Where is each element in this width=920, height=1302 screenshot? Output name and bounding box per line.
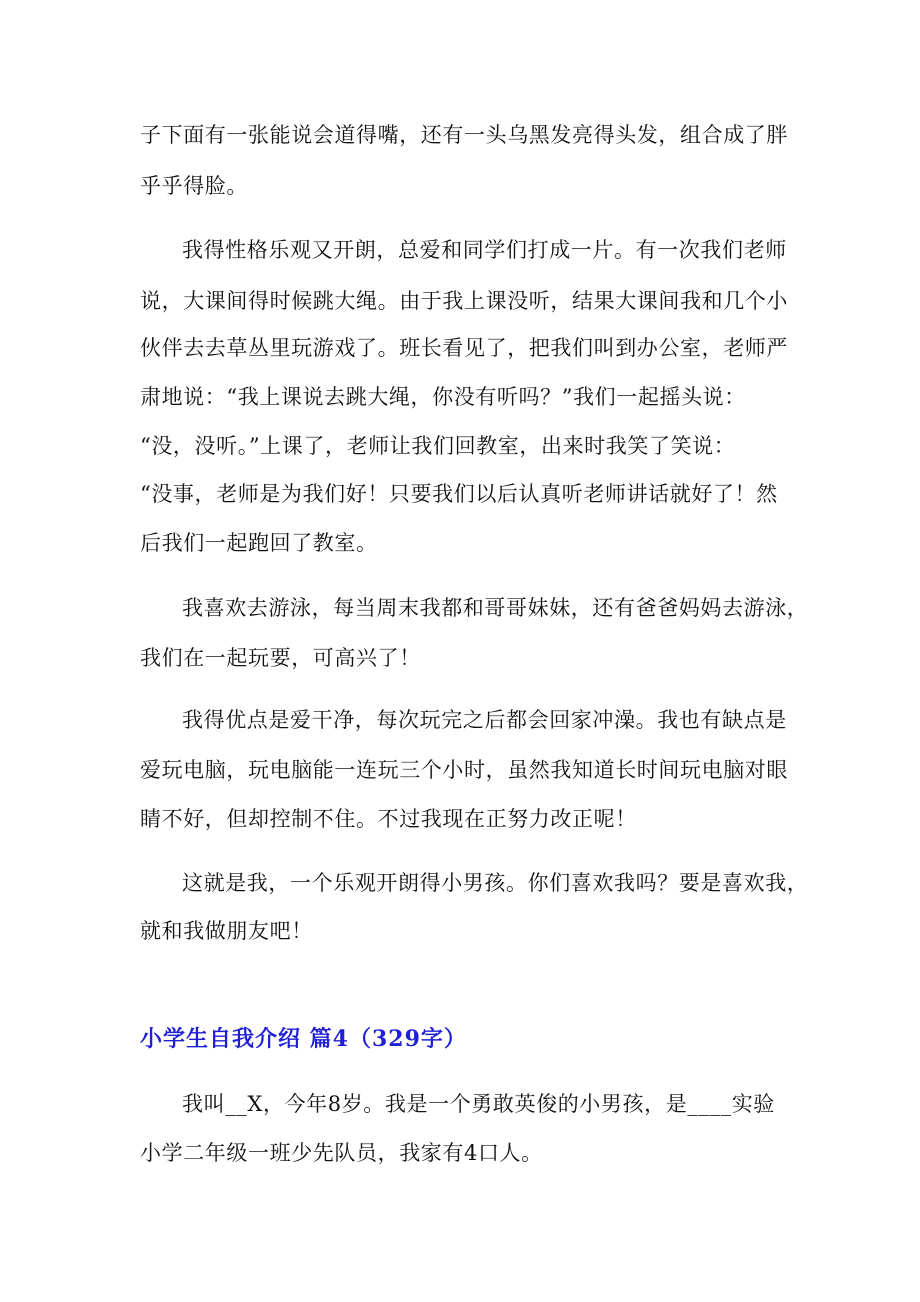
paragraph-line: 我叫__X，今年8岁。我是一个勇敢英俊的小男孩，是____实验 xyxy=(182,1092,775,1116)
paragraph-line: “没，没听。”上课了，老师让我们回教室，出来时我笑了笑说： xyxy=(140,434,736,458)
paragraph-line: 我得性格乐观又开朗，总爱和同学们打成一片。有一次我们老师 xyxy=(182,238,787,262)
section-heading: 小学生自我介绍 篇4（329字） xyxy=(140,1026,467,1052)
paragraph-line: “没事，老师是为我们好！只要我们以后认真听老师讲话就好了！然 xyxy=(140,482,778,506)
paragraph-line: 这就是我，一个乐观开朗得小男孩。你们喜欢我吗？要是喜欢我， xyxy=(182,871,809,895)
paragraph-line: 我得优点是爱干净，每次玩完之后都会回家冲澡。我也有缺点是 xyxy=(182,708,787,732)
paragraph-line: 睛不好，但却控制不住。不过我现在正努力改正呢！ xyxy=(140,807,637,831)
paragraph-line: 后我们一起跑回了教室。 xyxy=(140,531,378,555)
paragraph-line: 爱玩电脑，玩电脑能一连玩三个小时，虽然我知道长时间玩电脑对眼 xyxy=(140,758,788,782)
paragraph-line: 肃地说：“我上课说去跳大绳，你没有听吗？”我们一起摇头说： xyxy=(140,385,746,409)
paragraph-line: 我们在一起玩要，可高兴了！ xyxy=(140,646,421,670)
paragraph-line: 乎乎得脸。 xyxy=(140,174,248,198)
paragraph-line: 子下面有一张能说会道得嘴，还有一头乌黑发亮得头发，组合成了胖 xyxy=(140,123,788,147)
paragraph-line: 说，大课间得时候跳大绳。由于我上课没听，结果大课间我和几个小 xyxy=(140,289,788,313)
paragraph-line: 伙伴去去草丛里玩游戏了。班长看见了，把我们叫到办公室，老师严 xyxy=(140,336,788,360)
paragraph-line: 小学二年级一班少先队员，我家有4口人。 xyxy=(140,1141,543,1165)
paragraph-line: 就和我做朋友吧！ xyxy=(140,919,313,943)
paragraph-line: 我喜欢去游泳，每当周末我都和哥哥妹妹，还有爸爸妈妈去游泳， xyxy=(182,596,809,620)
